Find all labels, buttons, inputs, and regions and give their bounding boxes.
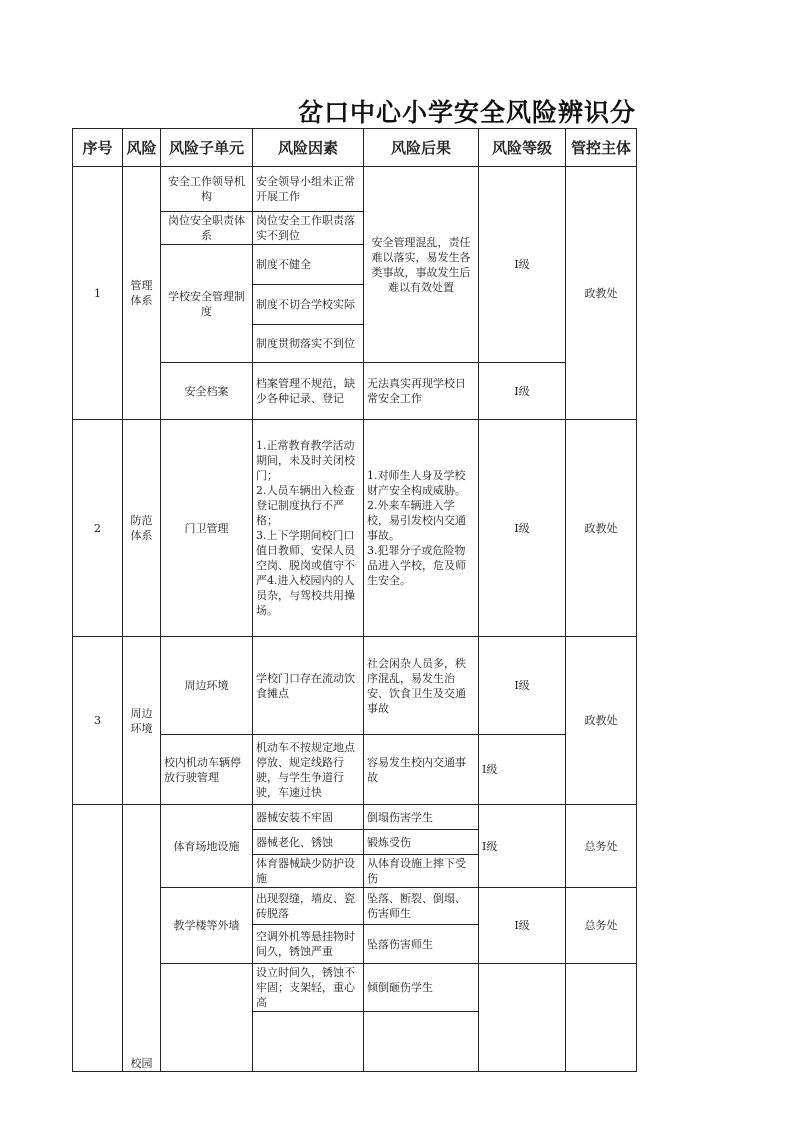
consequence-cell: 无法真实再现学校日常安全工作 [364, 363, 479, 420]
consequence-cell: 从体育设施上摔下受伤 [364, 855, 479, 888]
level-cell: Ⅰ级 [479, 735, 566, 805]
seq-cell: 2 [73, 420, 123, 637]
consequence-cell: 坠落、断裂、倒塌、伤害师生 [364, 888, 479, 925]
header-risk: 风险 [123, 129, 161, 167]
level-cell: Ⅰ级 [479, 363, 566, 420]
owner-cell: 总务处 [566, 888, 637, 964]
level-cell: Ⅰ级 [479, 420, 566, 637]
factor-cell: 出现裂缝，墙皮、瓷砖脱落 [253, 888, 364, 925]
consequence-cell: 倾倒砸伤学生 [364, 964, 479, 1012]
factor-cell: 安全领导小组未正常开展工作 [253, 167, 364, 212]
level-cell [479, 964, 566, 1072]
owner-cell: 政教处 [566, 420, 637, 637]
risk-table-sheet [72, 128, 636, 1070]
factor-cell [253, 1012, 364, 1072]
subunit-cell: 学校安全管理制度 [161, 245, 253, 363]
table-row [73, 420, 637, 637]
factor-cell: 岗位安全工作职责落实不到位 [253, 212, 364, 245]
subunit-cell: 安全工作领导机构 [161, 167, 253, 212]
risk-table [72, 128, 637, 1072]
factor-cell: 体育器械缺少防护设施 [253, 855, 364, 888]
consequence-cell: 坠落伤害师生 [364, 925, 479, 964]
consequence-cell [364, 1012, 479, 1072]
header-level: 风险等级 [479, 129, 566, 167]
consequence-cell: 容易发生校内交通事故 [364, 735, 479, 805]
level-cell: Ⅰ级 [479, 805, 566, 888]
header-seq: 序号 [73, 129, 123, 167]
risk-cell: 管理体系 [123, 167, 161, 420]
table-row [73, 805, 637, 830]
subunit-cell: 门卫管理 [161, 420, 253, 637]
header-factor: 风险因素 [253, 129, 364, 167]
subunit-cell: 岗位安全职责体系 [161, 212, 253, 245]
header-subunit: 风险子单元 [161, 129, 253, 167]
level-cell: Ⅰ级 [479, 888, 566, 964]
level-cell: Ⅰ级 [479, 167, 566, 363]
header-consequence: 风险后果 [364, 129, 479, 167]
subunit-cell: 校内机动车辆停放行驶管理 [161, 735, 253, 805]
table-header-row [73, 129, 637, 167]
subunit-cell: 教学楼等外墙 [161, 888, 253, 964]
factor-cell: 制度贯彻落实不到位 [253, 325, 364, 363]
factor-cell: 器械安装不牢固 [253, 805, 364, 830]
factor-cell: 档案管理不规范，缺少各种记录、登记 [253, 363, 364, 420]
seq-cell: 3 [73, 637, 123, 805]
level-cell: Ⅰ级 [479, 637, 566, 735]
owner-cell: 政教处 [566, 167, 637, 420]
consequence-cell: 锻炼受伤 [364, 830, 479, 855]
subunit-cell: 体育场地设施 [161, 805, 253, 888]
risk-cell: 周边环境 [123, 637, 161, 805]
page-title: 岔口中心小学安全风险辨识分 [298, 98, 637, 127]
factor-cell: 1.正常教育教学活动期间，未及时关闭校门； 2.人员车辆出入检查登记制度执行不严格； 3.上下学期间校门口值日教师、安保人员空岗、脱岗或值守不严4.进入校园内的人员杂，与驾校共用操场。 [253, 420, 364, 637]
consequence-cell: 安全管理混乱，责任难以落实，易发生各类事故，事故发生后难以有效处置 [364, 167, 479, 363]
consequence-cell: 1.对师生人身及学校财产安全构成威胁。 2.外来车辆进入学校，易引发校内交通事故。 3.犯罪分子或危险物品进入学校，危及师生安全。 [364, 420, 479, 637]
consequence-cell: 倒塌伤害学生 [364, 805, 479, 830]
owner-cell [566, 964, 637, 1072]
factor-cell: 制度不切合学校实际 [253, 285, 364, 325]
factor-cell: 机动车不按规定地点停放、规定线路行驶，与学生争道行驶，车速过快 [253, 735, 364, 805]
table-row [73, 637, 637, 735]
subunit-cell [161, 964, 253, 1072]
subunit-cell: 周边环境 [161, 637, 253, 735]
factor-cell: 空调外机等悬挂物时间久，锈蚀严重 [253, 925, 364, 964]
risk-cell: 防范体系 [123, 420, 161, 637]
seq-cell [73, 805, 123, 1072]
seq-cell: 1 [73, 167, 123, 420]
table-row [73, 167, 637, 212]
factor-cell: 制度不健全 [253, 245, 364, 285]
factor-cell: 学校门口存在流动饮食摊点 [253, 637, 364, 735]
factor-cell: 器械老化、锈蚀 [253, 830, 364, 855]
header-owner: 管控主体 [566, 129, 637, 167]
owner-cell: 政教处 [566, 637, 637, 805]
risk-cell: 校园 [123, 805, 161, 1072]
factor-cell: 设立时间久，锈蚀不牢固；支架轻，重心高 [253, 964, 364, 1012]
subunit-cell: 安全档案 [161, 363, 253, 420]
consequence-cell: 社会闲杂人员多，秩序混乱，易发生治安、饮食卫生及交通事故 [364, 637, 479, 735]
owner-cell: 总务处 [566, 805, 637, 888]
